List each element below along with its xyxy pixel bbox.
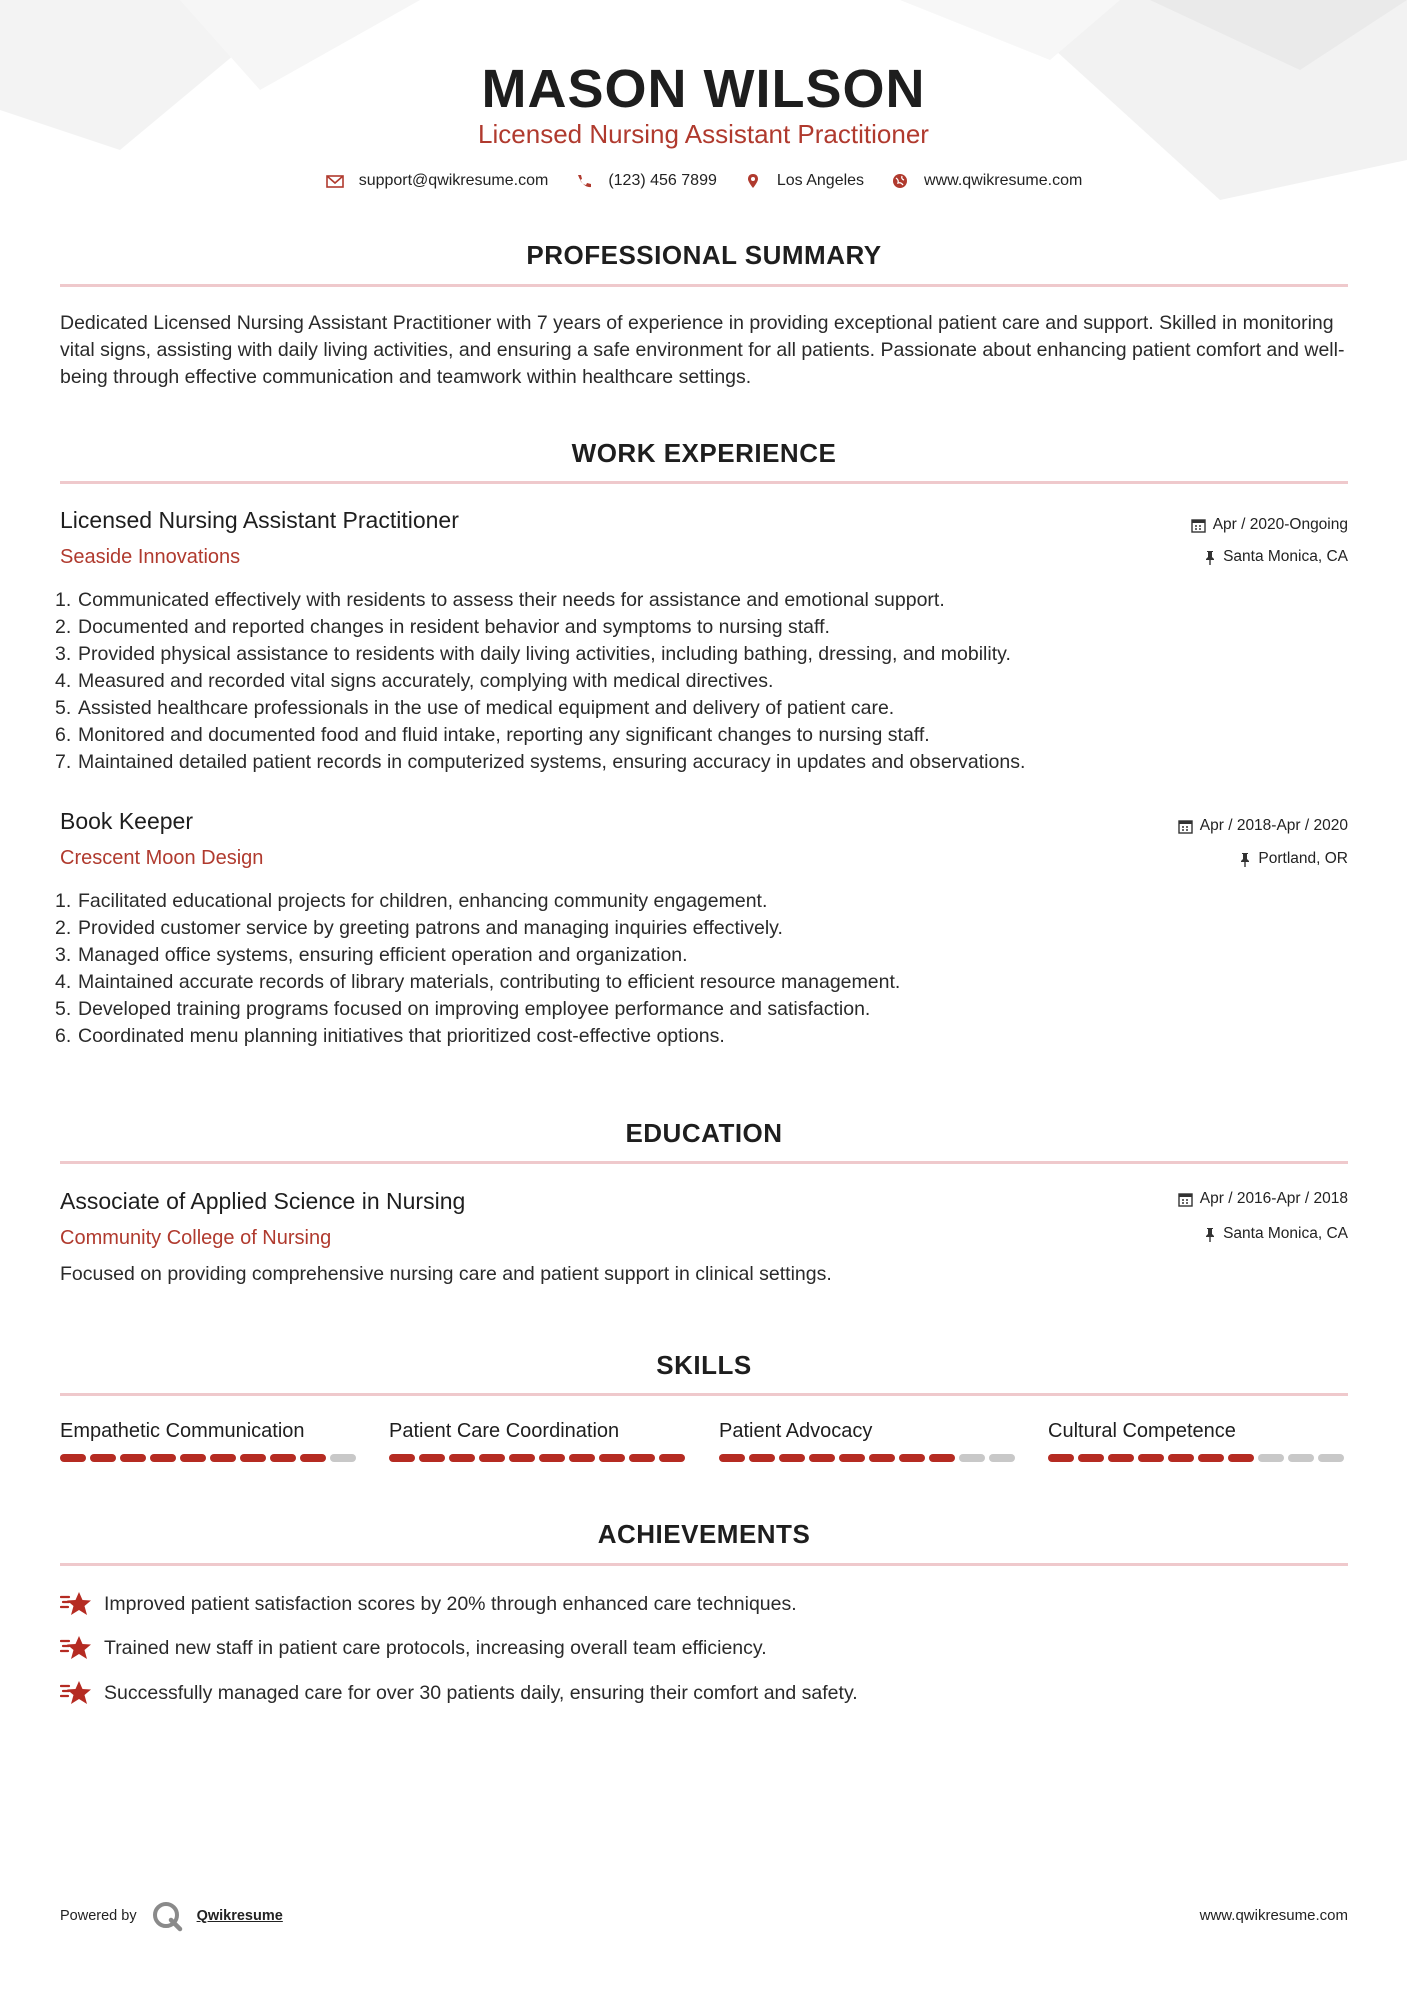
contact-bar (0, 172, 1407, 190)
skill-level-bar (1048, 1454, 1348, 1462)
list-item: 6. Coordinated menu planning initiatives that prioritized cost-effective options. (55, 1025, 725, 1047)
skill-segment-filled (809, 1454, 835, 1462)
list-item: 6. Monitored and documented food and fluid intake, reporting any significant changes to nursing staff. (55, 724, 930, 746)
skill-segment-empty (1258, 1454, 1284, 1462)
skill-segment-filled (419, 1454, 445, 1462)
achievement-item (60, 1679, 858, 1707)
achievements-heading: ACHIEVEMENTS (597, 1519, 811, 1549)
footer-website-link[interactable]: www.qwikresume.com (1199, 1907, 1348, 1924)
list-item: 3. Managed office systems, ensuring efficient operation and organization. (55, 944, 688, 966)
list-item: 5. Developed training programs focused on improving employee performance and satisfaction. (55, 998, 871, 1020)
education-dates-text: Apr / 2016-Apr / 2018 (1199, 1190, 1348, 1207)
skill-item (719, 1420, 1019, 1462)
skill-level-bar (60, 1454, 360, 1462)
skill-segment-filled (1168, 1454, 1194, 1462)
star-award-icon (60, 1634, 92, 1662)
job-2-title: Book Keeper (60, 808, 193, 834)
skill-name: Patient Care Coordination (389, 1420, 620, 1442)
skill-segment-filled (659, 1454, 685, 1462)
skill-segment-filled (479, 1454, 505, 1462)
pushpin-icon (1204, 550, 1216, 565)
powered-by-label: Powered by (60, 1908, 137, 1924)
education-school: Community College of Nursing (60, 1227, 332, 1249)
map-pin-icon (743, 173, 763, 189)
summary-divider (60, 284, 1348, 287)
skill-level-bar (389, 1454, 689, 1462)
skill-level-bar (719, 1454, 1019, 1462)
job-1-bullets (55, 587, 1025, 776)
skill-item (389, 1420, 689, 1462)
achievement-item (60, 1634, 767, 1662)
qwikresume-logo-icon (151, 1900, 183, 1932)
skill-segment-filled (1078, 1454, 1104, 1462)
skill-segment-filled (389, 1454, 415, 1462)
star-award-icon (60, 1590, 92, 1618)
skill-segment-filled (270, 1454, 296, 1462)
calendar-icon (1178, 1192, 1193, 1207)
education-degree: Associate of Applied Science in Nursing (60, 1188, 466, 1214)
skill-segment-filled (1048, 1454, 1074, 1462)
job-2-bullets (55, 888, 900, 1050)
list-item: 7. Maintained detailed patient records in computerized systems, ensuring accuracy in updates and observations. (55, 751, 1026, 773)
skill-segment-filled (509, 1454, 535, 1462)
job-2-company: Crescent Moon Design (60, 847, 264, 869)
job-1-title: Licensed Nursing Assistant Practitioner (60, 507, 459, 533)
skill-item (60, 1420, 360, 1462)
skill-segment-filled (779, 1454, 805, 1462)
contact-location (743, 172, 864, 190)
education-heading: EDUCATION (625, 1118, 783, 1148)
achievement-item (60, 1590, 797, 1618)
skill-segment-filled (180, 1454, 206, 1462)
contact-phone[interactable] (574, 172, 717, 190)
candidate-title: Licensed Nursing Assistant Practitioner (478, 119, 929, 149)
skill-name: Cultural Competence (1048, 1420, 1236, 1442)
skill-segment-filled (90, 1454, 116, 1462)
achievements-divider (60, 1563, 1348, 1566)
skill-item (1048, 1420, 1348, 1462)
skills-divider (60, 1393, 1348, 1396)
list-item: 4. Maintained accurate records of library materials, contributing to efficient resource management. (55, 971, 901, 993)
contact-location-text: Los Angeles (776, 172, 865, 189)
skill-segment-filled (1198, 1454, 1224, 1462)
skill-segment-filled (240, 1454, 266, 1462)
skill-name: Empathetic Communication (60, 1420, 305, 1442)
skill-segment-filled (1108, 1454, 1134, 1462)
job-1-location-text: Santa Monica, CA (1223, 548, 1348, 565)
job-1-company: Seaside Innovations (60, 546, 241, 568)
achievement-text: Successfully managed care for over 30 patients daily, ensuring their comfort and safety. (104, 1681, 858, 1704)
experience-heading: WORK EXPERIENCE (571, 438, 837, 468)
contact-email[interactable] (325, 172, 549, 190)
skill-segment-filled (300, 1454, 326, 1462)
skill-segment-filled (60, 1454, 86, 1462)
skill-segment-filled (839, 1454, 865, 1462)
contact-phone-text: (123) 456 7899 (608, 172, 717, 189)
candidate-name: MASON WILSON (481, 59, 926, 119)
skill-segment-filled (929, 1454, 955, 1462)
skill-segment-filled (150, 1454, 176, 1462)
skill-segment-filled (629, 1454, 655, 1462)
pushpin-icon (1239, 852, 1251, 867)
job-2-dates-text: Apr / 2018-Apr / 2020 (1199, 817, 1348, 834)
pushpin-icon (1204, 1227, 1216, 1242)
list-item: 5. Assisted healthcare professionals in the use of medical equipment and delivery of patient care. (55, 697, 895, 719)
education-location-text: Santa Monica, CA (1223, 1225, 1348, 1242)
list-item: 1. Facilitated educational projects for children, enhancing community engagement. (55, 890, 768, 912)
experience-divider (60, 481, 1348, 484)
phone-icon (574, 173, 594, 189)
star-award-icon (60, 1679, 92, 1707)
skill-segment-empty (330, 1454, 356, 1462)
list-item: 2. Provided customer service by greeting patrons and managing inquiries effectively. (55, 917, 783, 939)
calendar-icon (1178, 819, 1193, 834)
skills-heading: SKILLS (656, 1350, 752, 1380)
skill-segment-filled (719, 1454, 745, 1462)
list-item: 3. Provided physical assistance to residents with daily living activities, including bathing, dressing, and mobility. (55, 643, 1011, 665)
achievement-text: Improved patient satisfaction scores by 20% through enhanced care techniques. (104, 1592, 797, 1615)
skill-segment-filled (120, 1454, 146, 1462)
skill-segment-empty (1288, 1454, 1314, 1462)
job-1-dates-text: Apr / 2020-Ongoing (1212, 516, 1348, 533)
job-1-location (1204, 548, 1348, 566)
list-item: 1. Communicated effectively with residents to assess their needs for assistance and emotional support. (55, 589, 945, 611)
envelope-icon (325, 173, 345, 189)
skill-segment-filled (539, 1454, 565, 1462)
footer-powered-by (60, 1900, 283, 1932)
contact-email-text: support@qwikresume.com (358, 172, 549, 189)
education-location (1204, 1225, 1348, 1243)
achievement-text: Trained new staff in patient care protocols, increasing overall team efficiency. (104, 1636, 767, 1659)
contact-website-text: www.qwikresume.com (924, 172, 1083, 189)
list-item: 4. Measured and recorded vital signs accurately, complying with medical directives. (55, 670, 774, 692)
skill-segment-filled (210, 1454, 236, 1462)
globe-icon (890, 173, 910, 189)
skill-segment-filled (899, 1454, 925, 1462)
skill-segment-filled (749, 1454, 775, 1462)
skill-segment-filled (1138, 1454, 1164, 1462)
skill-segment-empty (959, 1454, 985, 1462)
skill-name: Patient Advocacy (719, 1420, 873, 1442)
calendar-icon (1191, 518, 1206, 533)
job-2-location (1239, 850, 1348, 868)
education-description: Focused on providing comprehensive nursing care and patient support in clinical settings. (60, 1263, 832, 1285)
contact-website[interactable] (890, 172, 1082, 190)
skill-segment-empty (1318, 1454, 1344, 1462)
list-item: 2. Documented and reported changes in resident behavior and symptoms to nursing staff. (55, 616, 830, 638)
summary-heading: PROFESSIONAL SUMMARY (526, 240, 882, 270)
skill-segment-filled (569, 1454, 595, 1462)
skill-segment-filled (449, 1454, 475, 1462)
job-2-location-text: Portland, OR (1258, 850, 1348, 867)
skill-segment-filled (1228, 1454, 1254, 1462)
education-divider (60, 1161, 1348, 1164)
education-dates (1178, 1190, 1348, 1208)
job-1-dates (1191, 516, 1348, 534)
summary-text: Dedicated Licensed Nursing Assistant Practitioner with 7 years of experience in providing exceptional patient care and support. Skilled in monitoring vital signs, assisting with daily living activities, and ensuring a safe environment for all patients. Passionate about enhancing patient comfort and well-being through effective communication and teamwork within healthcare settings. (60, 312, 1345, 388)
qwikresume-link[interactable]: Qwikresume (196, 1908, 283, 1924)
skill-segment-filled (599, 1454, 625, 1462)
job-2-dates (1178, 817, 1348, 835)
skill-segment-filled (869, 1454, 895, 1462)
skill-segment-empty (989, 1454, 1015, 1462)
